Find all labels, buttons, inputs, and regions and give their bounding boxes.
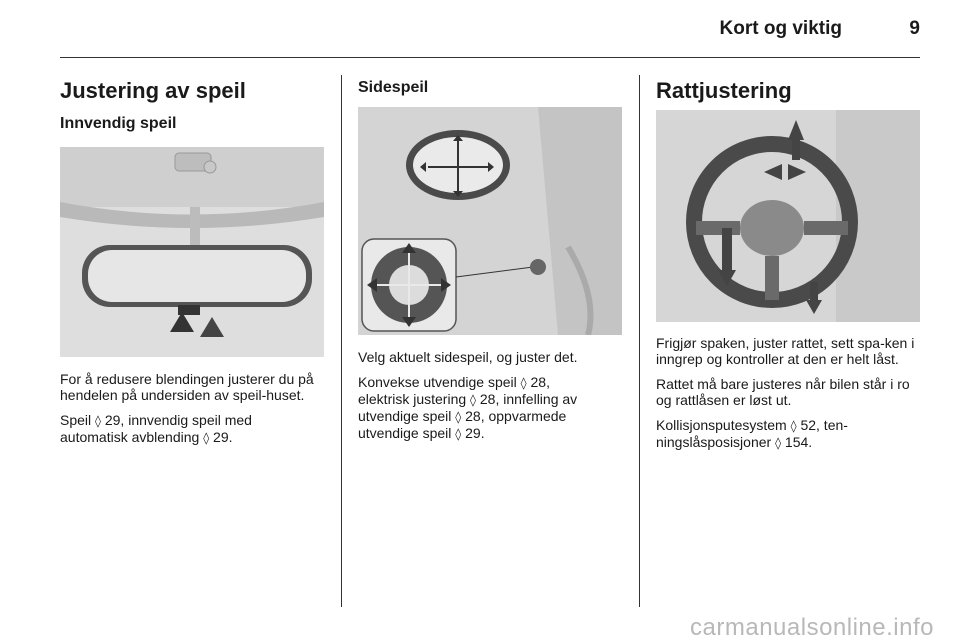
reference-text: ningslåsposisjoner xyxy=(656,434,776,450)
cross-reference-icon: ◊ xyxy=(455,410,462,424)
reference-text: 29. xyxy=(461,425,485,441)
column-divider-2 xyxy=(639,75,640,607)
reference-text: Konvekse utvendige speil xyxy=(358,374,521,390)
column-steering-text xyxy=(656,335,922,451)
reference-text: 29, innvendig speil med xyxy=(100,412,252,428)
page-header-title: Kort og viktig xyxy=(719,18,842,39)
page-number: 9 xyxy=(909,18,920,39)
reference-text: Kollisjonsputesystem xyxy=(656,417,791,433)
interior-mirror-instructions: For å redusere blendingen justerer du på hendelen på undersiden av speil-huset. xyxy=(60,371,314,403)
column-side-mirrors xyxy=(358,78,624,98)
reference-text: 29. xyxy=(209,429,233,445)
watermark: carmanualsonline.info xyxy=(690,614,934,641)
reference-text: 52, ten- xyxy=(796,417,848,433)
subsection-heading: Sidespeil xyxy=(358,79,429,96)
steering-safety-note: Rattet må bare justeres når bilen står i ro og rattlåsen er løst ut. xyxy=(656,376,910,408)
column-steering xyxy=(656,78,922,104)
cross-reference-icon: ◊ xyxy=(520,376,527,390)
reference-text: 28, xyxy=(526,374,550,390)
cross-reference-icon: ◊ xyxy=(95,414,101,428)
side-mirror-illustration xyxy=(358,107,622,335)
section-heading: Rattjustering xyxy=(656,78,792,103)
column-mirrors-text xyxy=(60,371,326,446)
steering-adjust-instructions: Frigjør spaken, juster rattet, sett spa-ken i inngrep og kontroller at den er helt låst. xyxy=(656,335,915,367)
reference-text: Speil xyxy=(60,412,96,428)
side-mirror-references xyxy=(358,374,624,442)
cross-reference-icon: ◊ xyxy=(790,419,797,433)
interior-mirror-illustration xyxy=(60,147,324,357)
reference-text: 154. xyxy=(781,434,813,450)
side-mirror-instructions: Velg aktuelt sidespeil, og juster det. xyxy=(358,349,578,365)
reference-text: utvendige speil xyxy=(358,425,456,441)
reference-text: automatisk avblending xyxy=(60,429,204,445)
column-divider-1 xyxy=(341,75,342,607)
reference-text: utvendige speil xyxy=(358,408,456,424)
cross-reference-icon: ◊ xyxy=(455,427,462,441)
header-rule xyxy=(60,57,920,58)
column-side-mirrors-text xyxy=(358,349,624,442)
cross-reference-icon: ◊ xyxy=(775,436,782,450)
column-mirrors xyxy=(60,78,326,134)
subsection-heading: Innvendig speil xyxy=(60,115,177,132)
steering-wheel-illustration xyxy=(656,110,920,322)
interior-mirror-references xyxy=(60,412,326,446)
reference-text: elektrisk justering xyxy=(358,391,471,407)
reference-text: 28, innfelling av xyxy=(475,391,578,407)
cross-reference-icon: ◊ xyxy=(203,431,210,445)
cross-reference-icon: ◊ xyxy=(470,393,476,407)
reference-text: 28, oppvarmede xyxy=(461,408,567,424)
section-heading: Justering av speil xyxy=(60,78,246,103)
steering-references xyxy=(656,417,922,451)
